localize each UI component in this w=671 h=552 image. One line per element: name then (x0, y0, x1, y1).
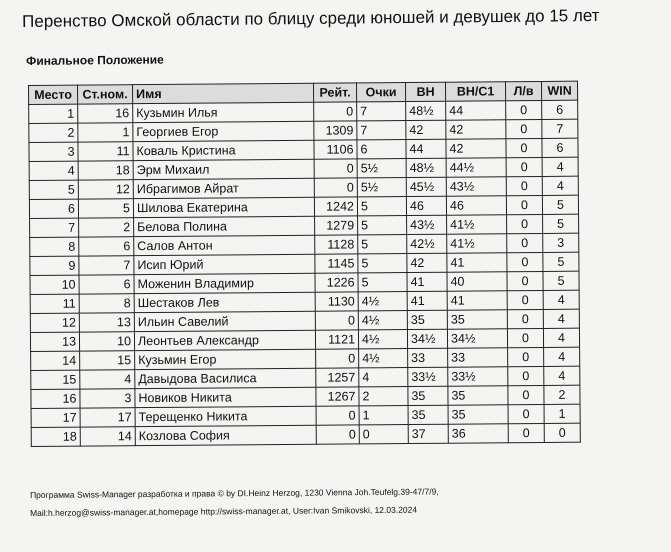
cell-bh: 42 (406, 120, 446, 139)
cell-bh: 35 (408, 386, 448, 405)
cell-place: 2 (29, 123, 78, 142)
cell-lv: 0 (506, 100, 542, 119)
cell-win: 5 (543, 214, 579, 233)
cell-lv: 0 (506, 195, 542, 214)
cell-points: 7 (357, 121, 406, 140)
col-header-place: Место (29, 85, 78, 104)
cell-win: 4 (542, 176, 578, 195)
cell-win: 4 (542, 157, 578, 176)
cell-win: 2 (544, 385, 580, 404)
cell-start-number: 5 (78, 199, 133, 218)
page-title: Перенство Омской области по блицу среди юношей и девушек до 15 лет (22, 5, 600, 31)
cell-lv: 0 (506, 157, 542, 176)
cell-name: Георгиев Егор (133, 121, 314, 141)
cell-start-number: 16 (78, 104, 133, 123)
cell-name: Ильин Савелий (134, 311, 315, 331)
cell-bh-c1: 34½ (447, 329, 507, 348)
cell-rating: 0 (314, 102, 357, 121)
cell-win: 4 (544, 347, 580, 366)
cell-points: 2 (359, 387, 408, 406)
cell-win: 4 (544, 366, 580, 385)
cell-place: 11 (30, 294, 79, 313)
cell-rating: 1130 (315, 292, 358, 311)
cell-place: 9 (30, 256, 79, 275)
cell-rating: 1257 (316, 368, 359, 387)
cell-win: 0 (544, 423, 580, 442)
cell-start-number: 11 (78, 142, 133, 161)
cell-start-number: 14 (80, 427, 135, 446)
cell-points: 5½ (357, 178, 406, 197)
cell-start-number: 1 (78, 123, 133, 142)
cell-name: Козлова София (135, 425, 316, 445)
cell-lv: 0 (507, 233, 543, 252)
cell-name: Исип Юрий (134, 254, 315, 274)
col-header-start-number: Ст.ном. (78, 85, 133, 104)
cell-lv: 0 (508, 404, 544, 423)
cell-lv: 0 (506, 176, 542, 195)
cell-rating: 1309 (314, 121, 357, 140)
cell-points: 4½ (358, 311, 407, 330)
cell-start-number: 8 (79, 294, 134, 313)
cell-points: 4½ (359, 349, 408, 368)
col-header-lv: Л/в (505, 81, 541, 100)
cell-place: 10 (30, 275, 79, 294)
cell-start-number: 6 (79, 237, 134, 256)
cell-rating: 1279 (315, 216, 358, 235)
cell-bh: 35 (407, 310, 447, 329)
page-subtitle: Финальное Положение (26, 52, 164, 68)
footer-copyright: Программа Swiss-Manager разработка и права © by DI.Heinz Herzog, 1230 Vienna Joh.Teufelg.39-47/7/9, (30, 486, 439, 500)
cell-win: 7 (542, 119, 578, 138)
cell-start-number: 12 (78, 180, 133, 199)
cell-place: 8 (30, 237, 79, 256)
cell-bh-c1: 35 (447, 310, 507, 329)
col-header-name: Имя (133, 83, 314, 103)
cell-rating: 1121 (315, 330, 358, 349)
cell-bh: 45½ (406, 177, 446, 196)
cell-start-number: 6 (79, 275, 134, 294)
cell-lv: 0 (507, 214, 543, 233)
cell-place: 14 (31, 351, 80, 370)
cell-bh-c1: 33½ (448, 367, 508, 386)
cell-name: Кузьмин Егор (135, 349, 316, 369)
cell-points: 4½ (358, 330, 407, 349)
cell-place: 17 (31, 408, 80, 427)
cell-bh-c1: 41 (447, 253, 507, 272)
cell-rating: 0 (316, 406, 359, 425)
cell-win: 4 (543, 290, 579, 309)
cell-bh-c1: 35 (448, 386, 508, 405)
cell-points: 0 (359, 425, 408, 444)
cell-lv: 0 (506, 119, 542, 138)
cell-bh-c1: 41 (447, 291, 507, 310)
cell-rating: 1106 (314, 140, 357, 159)
col-header-bh: BH (405, 82, 445, 101)
table-body (29, 100, 581, 446)
cell-rating: 0 (316, 349, 359, 368)
cell-rating: 1128 (315, 235, 358, 254)
cell-win: 6 (542, 100, 578, 119)
cell-name: Давыдова Василиса (135, 368, 316, 388)
cell-points: 5 (358, 273, 407, 292)
cell-name: Кузьмин Илья (133, 102, 314, 122)
cell-points: 5 (357, 197, 406, 216)
cell-name: Коваль Кристина (133, 140, 314, 160)
cell-place: 12 (30, 313, 79, 332)
cell-points: 5 (358, 216, 407, 235)
cell-points: 7 (357, 102, 406, 121)
cell-points: 4½ (358, 292, 407, 311)
cell-rating: 0 (314, 178, 357, 197)
cell-start-number: 2 (79, 218, 134, 237)
cell-rating: 1226 (315, 273, 358, 292)
cell-points: 5 (358, 235, 407, 254)
cell-win: 1 (544, 404, 580, 423)
col-header-bh-c1: BH/C1 (445, 82, 505, 101)
cell-place: 3 (29, 142, 78, 161)
cell-name: Эрм Михаил (133, 159, 314, 179)
cell-rating: 1145 (315, 254, 358, 273)
cell-lv: 0 (507, 328, 543, 347)
cell-points: 1 (359, 406, 408, 425)
cell-name: Леонтьев Александр (134, 330, 315, 350)
cell-bh: 43½ (407, 215, 447, 234)
cell-points: 5½ (357, 159, 406, 178)
cell-place: 6 (29, 199, 78, 218)
cell-lv: 0 (508, 385, 544, 404)
cell-win: 3 (543, 233, 579, 252)
cell-bh: 34½ (407, 329, 447, 348)
cell-start-number: 13 (79, 313, 134, 332)
cell-lv: 0 (508, 347, 544, 366)
cell-name: Салов Антон (134, 235, 315, 255)
cell-place: 16 (31, 389, 80, 408)
cell-bh: 33½ (408, 367, 448, 386)
col-header-points: Очки (356, 83, 405, 102)
cell-bh: 42½ (407, 234, 447, 253)
cell-win: 5 (543, 252, 579, 271)
cell-bh-c1: 42 (446, 120, 506, 139)
cell-start-number: 10 (79, 332, 134, 351)
cell-name: Шилова Екатерина (133, 197, 314, 217)
cell-lv: 0 (507, 271, 543, 290)
cell-name: Новиков Никита (135, 387, 316, 407)
cell-rating: 0 (316, 425, 359, 444)
cell-rating: 1242 (314, 197, 357, 216)
cell-name: Моженин Владимир (134, 273, 315, 293)
cell-points: 5 (358, 254, 407, 273)
cell-rating: 0 (315, 311, 358, 330)
cell-place: 4 (29, 161, 78, 180)
cell-bh-c1: 44 (446, 101, 506, 120)
table-row (31, 423, 580, 446)
cell-bh-c1: 41½ (447, 234, 507, 253)
cell-lv: 0 (508, 423, 544, 442)
standings-table (28, 81, 581, 447)
cell-place: 1 (29, 104, 78, 123)
cell-name: Шестаков Лев (134, 292, 315, 312)
cell-start-number: 4 (80, 370, 135, 389)
cell-bh: 33 (408, 348, 448, 367)
cell-name: Терещенко Никита (135, 406, 316, 426)
cell-place: 5 (29, 180, 78, 199)
cell-win: 4 (543, 309, 579, 328)
cell-place: 18 (31, 427, 80, 446)
cell-points: 4 (359, 368, 408, 387)
cell-points: 6 (357, 140, 406, 159)
col-header-win: WIN (541, 81, 577, 100)
cell-name: Ибрагимов Айрат (133, 178, 314, 198)
cell-bh: 44 (406, 139, 446, 158)
cell-lv: 0 (506, 138, 542, 157)
cell-bh-c1: 46 (446, 196, 506, 215)
cell-start-number: 15 (80, 351, 135, 370)
cell-bh-c1: 40 (447, 272, 507, 291)
cell-place: 15 (31, 370, 80, 389)
cell-bh: 41 (407, 291, 447, 310)
cell-start-number: 7 (79, 256, 134, 275)
cell-rating: 1267 (316, 387, 359, 406)
cell-rating: 0 (314, 159, 357, 178)
cell-start-number: 3 (80, 389, 135, 408)
cell-lv: 0 (507, 252, 543, 271)
cell-bh: 37 (408, 424, 448, 443)
cell-bh-c1: 36 (448, 424, 508, 443)
cell-lv: 0 (507, 309, 543, 328)
cell-lv: 0 (507, 290, 543, 309)
standings-table-wrap (28, 81, 581, 447)
cell-bh: 46 (406, 196, 446, 215)
cell-bh-c1: 42 (446, 139, 506, 158)
cell-name: Белова Полина (134, 216, 315, 236)
cell-start-number: 18 (78, 161, 133, 180)
cell-bh: 48½ (406, 158, 446, 177)
cell-bh: 42 (407, 253, 447, 272)
cell-bh: 41 (407, 272, 447, 291)
cell-win: 5 (542, 195, 578, 214)
cell-bh-c1: 35 (448, 405, 508, 424)
cell-place: 13 (30, 332, 79, 351)
cell-win: 6 (542, 138, 578, 157)
col-header-rating: Рейт. (313, 83, 356, 102)
cell-win: 4 (543, 328, 579, 347)
cell-start-number: 17 (80, 408, 135, 427)
cell-bh-c1: 33 (448, 348, 508, 367)
cell-place: 7 (30, 218, 79, 237)
cell-bh-c1: 43½ (446, 177, 506, 196)
cell-win: 5 (543, 271, 579, 290)
cell-bh: 48½ (406, 101, 446, 120)
footer-contact: Mail:h.herzog@swiss-manager.at,homepage http://swiss-manager.at, User:Ivan Smikovski, 12.03.2024 (30, 504, 418, 518)
cell-bh: 35 (408, 405, 448, 424)
cell-bh-c1: 41½ (447, 215, 507, 234)
cell-lv: 0 (508, 366, 544, 385)
cell-bh-c1: 44½ (446, 158, 506, 177)
